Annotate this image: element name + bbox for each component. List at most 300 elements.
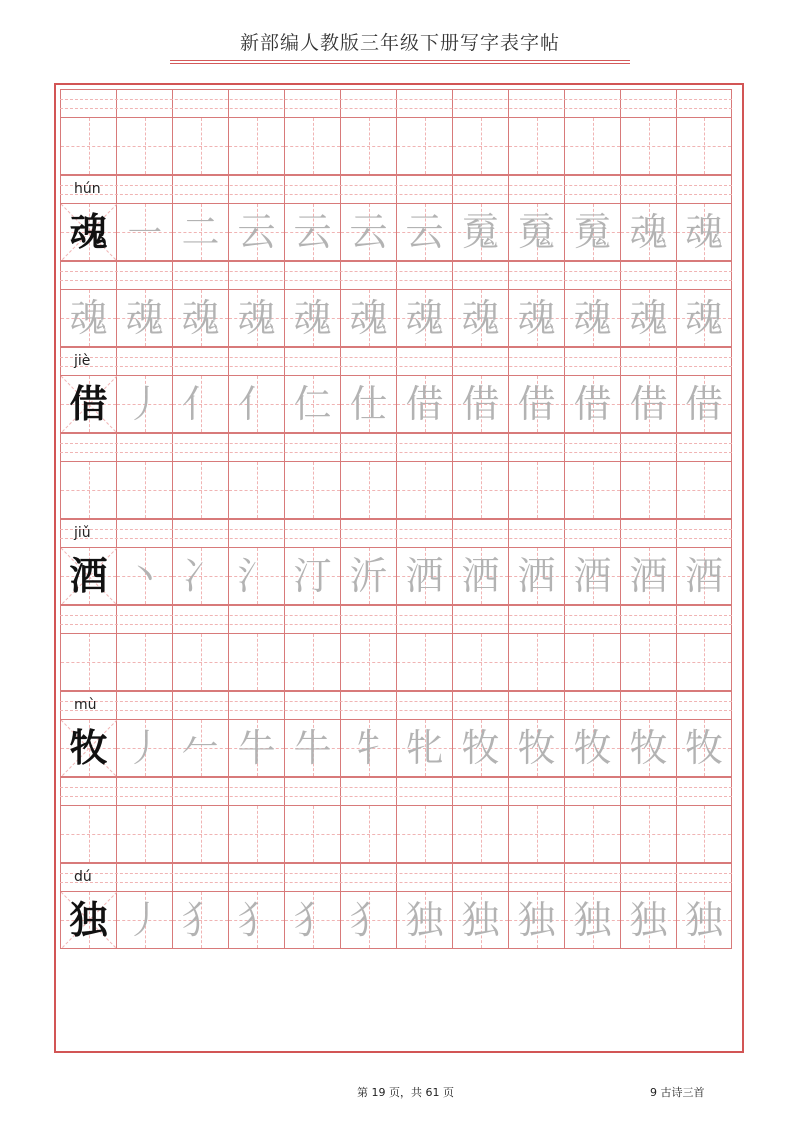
writing-cell[interactable]	[116, 806, 172, 863]
pinyin-cell[interactable]	[396, 606, 452, 633]
writing-cell[interactable]	[452, 290, 508, 347]
pinyin-cell[interactable]	[284, 692, 340, 719]
pinyin-cell[interactable]	[508, 692, 564, 719]
pinyin-cell[interactable]	[508, 778, 564, 805]
writing-cell[interactable]	[60, 634, 116, 691]
pinyin-cell[interactable]	[228, 90, 284, 117]
pinyin-cell[interactable]	[116, 176, 172, 203]
pinyin-label: hún	[74, 181, 101, 197]
pinyin-guide-line	[60, 710, 732, 711]
pinyin-label: mù	[74, 697, 97, 713]
pinyin-cell[interactable]	[396, 262, 452, 289]
writing-cell[interactable]	[564, 548, 620, 605]
pinyin-cell[interactable]	[452, 692, 508, 719]
model-character: 魂	[69, 209, 108, 254]
stroke-order-step: 独	[573, 898, 612, 942]
writing-cell[interactable]	[396, 290, 452, 347]
pinyin-cell[interactable]	[564, 434, 620, 461]
writing-cell[interactable]	[508, 720, 564, 777]
tracing-character: 魂	[125, 296, 164, 340]
writing-cell[interactable]	[508, 634, 564, 691]
stroke-order-step: 酒	[684, 554, 723, 598]
writing-cell[interactable]	[172, 376, 228, 433]
pinyin-cell[interactable]	[508, 176, 564, 203]
pinyin-cell[interactable]	[676, 864, 732, 891]
pinyin-guide-line	[60, 615, 732, 616]
pinyin-cell[interactable]	[340, 90, 396, 117]
writing-cell[interactable]	[396, 634, 452, 691]
writing-cell[interactable]	[396, 548, 452, 605]
character-row	[60, 892, 732, 949]
writing-cell[interactable]	[228, 462, 284, 519]
page-number: 第 19 页，共 61 页	[357, 1086, 454, 1099]
writing-cell[interactable]	[564, 376, 620, 433]
writing-cell[interactable]	[396, 806, 452, 863]
writing-cell[interactable]	[340, 204, 396, 261]
pinyin-cell[interactable]	[620, 348, 676, 375]
pinyin-cell[interactable]	[60, 434, 116, 461]
pinyin-cell[interactable]	[116, 262, 172, 289]
pinyin-cell[interactable]	[452, 778, 508, 805]
stroke-order-step: 䰟	[461, 210, 500, 254]
pinyin-cell[interactable]	[620, 778, 676, 805]
writing-cell[interactable]	[396, 376, 452, 433]
practice-row	[60, 290, 732, 347]
pinyin-cell[interactable]	[172, 778, 228, 805]
writing-cell[interactable]	[172, 204, 228, 261]
title-underline-second	[170, 63, 630, 64]
writing-cell[interactable]	[116, 462, 172, 519]
writing-cell[interactable]	[60, 118, 116, 175]
model-character: 借	[69, 381, 108, 426]
pinyin-guide-line	[60, 882, 732, 883]
writing-cell[interactable]	[172, 462, 228, 519]
writing-cell[interactable]	[60, 204, 116, 261]
pinyin-cell[interactable]	[340, 434, 396, 461]
pinyin-cell[interactable]	[620, 606, 676, 633]
writing-cell[interactable]	[60, 892, 116, 949]
pinyin-cell[interactable]	[228, 864, 284, 891]
writing-cell[interactable]	[676, 204, 732, 261]
writing-cell[interactable]	[452, 634, 508, 691]
writing-cell[interactable]	[620, 376, 676, 433]
writing-cell[interactable]	[116, 290, 172, 347]
writing-cell[interactable]	[340, 892, 396, 949]
stroke-order-step: 牧	[573, 726, 612, 770]
writing-cell[interactable]	[452, 892, 508, 949]
writing-cell[interactable]	[564, 892, 620, 949]
writing-cell[interactable]	[620, 548, 676, 605]
pinyin-cell[interactable]	[228, 262, 284, 289]
writing-cell[interactable]	[116, 720, 172, 777]
pinyin-label: dú	[74, 869, 92, 885]
stroke-order-step: 牧	[629, 726, 668, 770]
writing-cell[interactable]	[116, 118, 172, 175]
pinyin-cell[interactable]	[228, 348, 284, 375]
writing-cell[interactable]	[172, 548, 228, 605]
writing-cell[interactable]	[284, 462, 340, 519]
writing-cell[interactable]	[508, 892, 564, 949]
pinyin-cell[interactable]	[60, 262, 116, 289]
writing-cell[interactable]	[284, 376, 340, 433]
writing-cell[interactable]	[452, 204, 508, 261]
stroke-order-step: 酒	[629, 554, 668, 598]
writing-cell[interactable]	[676, 548, 732, 605]
pinyin-cell[interactable]	[228, 176, 284, 203]
writing-cell[interactable]	[172, 118, 228, 175]
stroke-order-step: 䰟	[517, 210, 556, 254]
tracing-character: 魂	[293, 296, 332, 340]
writing-cell[interactable]	[564, 118, 620, 175]
writing-cell[interactable]	[116, 204, 172, 261]
pinyin-cell[interactable]	[172, 606, 228, 633]
pinyin-cell[interactable]	[396, 434, 452, 461]
writing-cell[interactable]	[340, 806, 396, 863]
writing-cell[interactable]	[284, 634, 340, 691]
stroke-order-step: 借	[517, 382, 556, 426]
pinyin-cell[interactable]	[116, 434, 172, 461]
writing-cell[interactable]	[116, 634, 172, 691]
writing-cell[interactable]	[508, 290, 564, 347]
writing-cell[interactable]	[508, 204, 564, 261]
writing-cell[interactable]	[452, 376, 508, 433]
writing-cell[interactable]	[564, 634, 620, 691]
pinyin-cell[interactable]	[172, 90, 228, 117]
pinyin-cell[interactable]	[508, 262, 564, 289]
writing-cell[interactable]	[284, 806, 340, 863]
pinyin-cell[interactable]	[564, 778, 620, 805]
pinyin-label: jiǔ	[74, 525, 91, 541]
writing-cell[interactable]	[452, 462, 508, 519]
pinyin-cell[interactable]	[284, 348, 340, 375]
tracing-character: 魂	[405, 296, 444, 340]
tracing-character: 魂	[69, 296, 108, 340]
stroke-order-step: 借	[573, 382, 612, 426]
writing-cell[interactable]	[228, 720, 284, 777]
pinyin-cell[interactable]	[564, 348, 620, 375]
pinyin-cell[interactable]	[620, 692, 676, 719]
writing-cell[interactable]	[676, 720, 732, 777]
pinyin-cell[interactable]	[60, 778, 116, 805]
pinyin-row	[60, 89, 732, 118]
stroke-order-step: 犭	[237, 898, 276, 942]
writing-cell[interactable]	[676, 462, 732, 519]
stroke-order-step: 借	[684, 382, 723, 426]
pinyin-cell[interactable]	[116, 90, 172, 117]
pinyin-guide-line	[60, 796, 732, 797]
writing-cell[interactable]	[508, 806, 564, 863]
stroke-order-step: 丶	[125, 554, 164, 598]
pinyin-cell[interactable]	[396, 692, 452, 719]
pinyin-cell[interactable]	[508, 348, 564, 375]
writing-cell[interactable]	[564, 204, 620, 261]
writing-cell[interactable]	[228, 548, 284, 605]
pinyin-cell[interactable]	[116, 692, 172, 719]
stroke-order-step: 借	[405, 382, 444, 426]
pinyin-cell[interactable]	[676, 262, 732, 289]
writing-cell[interactable]	[396, 204, 452, 261]
pinyin-cell[interactable]	[564, 864, 620, 891]
stroke-order-step: 牛	[293, 726, 332, 770]
pinyin-guide-line	[60, 787, 732, 788]
writing-cell[interactable]	[172, 892, 228, 949]
stroke-order-step: 二	[181, 210, 220, 254]
pinyin-cell[interactable]	[452, 606, 508, 633]
character-row	[60, 376, 732, 433]
writing-cell[interactable]	[340, 548, 396, 605]
writing-cell[interactable]	[564, 720, 620, 777]
pinyin-cell[interactable]	[116, 606, 172, 633]
pinyin-cell[interactable]	[452, 262, 508, 289]
writing-cell[interactable]	[116, 548, 172, 605]
writing-cell[interactable]	[228, 204, 284, 261]
pinyin-cell[interactable]	[620, 520, 676, 547]
pinyin-cell[interactable]	[340, 778, 396, 805]
pinyin-cell[interactable]	[676, 520, 732, 547]
tracing-character: 魂	[684, 296, 723, 340]
writing-cell[interactable]	[676, 806, 732, 863]
character-row	[60, 720, 732, 777]
pinyin-cell[interactable]	[284, 434, 340, 461]
writing-cell[interactable]	[452, 548, 508, 605]
writing-cell[interactable]	[172, 720, 228, 777]
writing-cell[interactable]	[116, 892, 172, 949]
pinyin-cell[interactable]	[676, 176, 732, 203]
pinyin-cell[interactable]	[284, 90, 340, 117]
pinyin-cell[interactable]	[620, 434, 676, 461]
writing-cell[interactable]	[452, 720, 508, 777]
pinyin-cell[interactable]	[116, 778, 172, 805]
model-character: 酒	[69, 553, 108, 598]
writing-cell[interactable]	[228, 118, 284, 175]
pinyin-cell[interactable]	[396, 348, 452, 375]
pinyin-guide-line	[60, 624, 732, 625]
writing-cell[interactable]	[284, 720, 340, 777]
pinyin-cell[interactable]	[340, 864, 396, 891]
pinyin-cell[interactable]	[508, 606, 564, 633]
writing-cell[interactable]	[340, 118, 396, 175]
writing-cell[interactable]	[60, 806, 116, 863]
pinyin-cell[interactable]	[172, 262, 228, 289]
pinyin-cell[interactable]	[172, 520, 228, 547]
pinyin-row	[60, 175, 732, 204]
writing-cell[interactable]	[676, 892, 732, 949]
pinyin-cell[interactable]	[172, 176, 228, 203]
pinyin-cell[interactable]	[172, 434, 228, 461]
pinyin-cell[interactable]	[452, 348, 508, 375]
writing-cell[interactable]	[676, 290, 732, 347]
writing-cell[interactable]	[396, 892, 452, 949]
pinyin-cell[interactable]	[396, 778, 452, 805]
writing-cell[interactable]	[620, 634, 676, 691]
writing-cell[interactable]	[620, 720, 676, 777]
tracing-character: 魂	[629, 296, 668, 340]
character-row	[60, 204, 732, 261]
stroke-order-step: 洒	[461, 554, 500, 598]
model-character: 独	[69, 897, 108, 942]
pinyin-cell[interactable]	[508, 90, 564, 117]
pinyin-cell[interactable]	[676, 434, 732, 461]
stroke-order-step: 独	[684, 898, 723, 942]
pinyin-cell[interactable]	[340, 262, 396, 289]
stroke-order-step: 魂	[629, 210, 668, 254]
pinyin-cell[interactable]	[228, 692, 284, 719]
pinyin-cell[interactable]	[452, 434, 508, 461]
pinyin-cell[interactable]	[508, 520, 564, 547]
model-character: 牧	[69, 725, 108, 770]
pinyin-cell[interactable]	[396, 90, 452, 117]
pinyin-cell[interactable]	[116, 864, 172, 891]
writing-cell[interactable]	[452, 806, 508, 863]
pinyin-cell[interactable]	[620, 90, 676, 117]
pinyin-guide-line	[60, 873, 732, 874]
pinyin-cell[interactable]	[620, 176, 676, 203]
writing-cell[interactable]	[228, 376, 284, 433]
pinyin-cell[interactable]	[396, 864, 452, 891]
pinyin-cell[interactable]	[284, 520, 340, 547]
pinyin-cell[interactable]	[284, 778, 340, 805]
pinyin-cell[interactable]	[564, 520, 620, 547]
writing-cell[interactable]	[676, 376, 732, 433]
writing-cell[interactable]	[620, 290, 676, 347]
writing-cell[interactable]	[564, 806, 620, 863]
pinyin-cell[interactable]	[340, 692, 396, 719]
writing-cell[interactable]	[172, 634, 228, 691]
writing-cell[interactable]	[228, 290, 284, 347]
writing-cell[interactable]	[564, 290, 620, 347]
writing-cell[interactable]	[396, 118, 452, 175]
writing-cell[interactable]	[620, 892, 676, 949]
pinyin-cell[interactable]	[452, 90, 508, 117]
writing-cell[interactable]	[60, 462, 116, 519]
pinyin-cell[interactable]	[396, 176, 452, 203]
pinyin-cell[interactable]	[452, 864, 508, 891]
writing-cell[interactable]	[116, 376, 172, 433]
writing-cell[interactable]	[620, 462, 676, 519]
pinyin-cell[interactable]	[340, 520, 396, 547]
pinyin-cell[interactable]	[564, 90, 620, 117]
pinyin-cell[interactable]	[620, 864, 676, 891]
stroke-order-step: 云	[405, 210, 444, 254]
pinyin-cell[interactable]	[284, 864, 340, 891]
pinyin-cell[interactable]	[60, 90, 116, 117]
pinyin-cell[interactable]	[340, 348, 396, 375]
pinyin-cell[interactable]	[340, 176, 396, 203]
writing-cell[interactable]	[284, 118, 340, 175]
writing-cell[interactable]	[508, 118, 564, 175]
stroke-order-step: 牜	[349, 726, 388, 770]
pinyin-cell[interactable]	[60, 606, 116, 633]
lesson-label: 9 古诗三首	[650, 1086, 705, 1099]
writing-cell[interactable]	[564, 462, 620, 519]
stroke-order-step: 汀	[293, 554, 332, 598]
pinyin-cell[interactable]	[676, 692, 732, 719]
stroke-order-step: 亻	[181, 382, 220, 426]
writing-cell[interactable]	[620, 118, 676, 175]
writing-cell[interactable]	[60, 376, 116, 433]
pinyin-cell[interactable]	[172, 864, 228, 891]
pinyin-cell[interactable]	[116, 520, 172, 547]
writing-cell[interactable]	[228, 806, 284, 863]
pinyin-cell[interactable]	[228, 434, 284, 461]
pinyin-cell[interactable]	[564, 692, 620, 719]
title-underline	[170, 60, 630, 61]
writing-cell[interactable]	[228, 634, 284, 691]
pinyin-cell[interactable]	[676, 90, 732, 117]
stroke-order-step: 牧	[684, 726, 723, 770]
writing-cell[interactable]	[284, 290, 340, 347]
writing-cell[interactable]	[340, 290, 396, 347]
stroke-order-step: 牧	[461, 726, 500, 770]
pinyin-cell[interactable]	[172, 348, 228, 375]
pinyin-cell[interactable]	[228, 520, 284, 547]
stroke-order-step: ㇐	[125, 210, 164, 254]
character-row	[60, 118, 732, 175]
writing-cell[interactable]	[340, 462, 396, 519]
writing-cell[interactable]	[452, 118, 508, 175]
writing-cell[interactable]	[340, 376, 396, 433]
writing-cell[interactable]	[228, 892, 284, 949]
pinyin-cell[interactable]	[284, 606, 340, 633]
writing-cell[interactable]	[172, 290, 228, 347]
stroke-order-step: 洒	[517, 554, 556, 598]
pinyin-cell[interactable]	[172, 692, 228, 719]
pinyin-cell[interactable]	[508, 864, 564, 891]
pinyin-cell[interactable]	[676, 606, 732, 633]
writing-cell[interactable]	[60, 548, 116, 605]
pinyin-cell[interactable]	[116, 348, 172, 375]
writing-cell[interactable]	[676, 634, 732, 691]
pinyin-cell[interactable]	[228, 778, 284, 805]
pinyin-cell[interactable]	[284, 176, 340, 203]
writing-cell[interactable]	[620, 806, 676, 863]
writing-cell[interactable]	[172, 806, 228, 863]
writing-cell[interactable]	[60, 720, 116, 777]
writing-cell[interactable]	[396, 462, 452, 519]
writing-cell[interactable]	[620, 204, 676, 261]
pinyin-cell[interactable]	[340, 606, 396, 633]
pinyin-cell[interactable]	[564, 262, 620, 289]
pinyin-cell[interactable]	[676, 348, 732, 375]
writing-cell[interactable]	[284, 892, 340, 949]
pinyin-cell[interactable]	[228, 606, 284, 633]
writing-cell[interactable]	[284, 204, 340, 261]
pinyin-cell[interactable]	[564, 176, 620, 203]
writing-cell[interactable]	[676, 118, 732, 175]
pinyin-cell[interactable]	[508, 434, 564, 461]
writing-cell[interactable]	[60, 290, 116, 347]
pinyin-guide-line	[60, 452, 732, 453]
pinyin-cell[interactable]	[564, 606, 620, 633]
writing-cell[interactable]	[508, 376, 564, 433]
stroke-order-step: 丿	[125, 382, 164, 426]
stroke-order-step: 冫	[181, 554, 220, 598]
writing-cell[interactable]	[340, 720, 396, 777]
pinyin-cell[interactable]	[396, 520, 452, 547]
writing-cell[interactable]	[508, 548, 564, 605]
writing-cell[interactable]	[508, 462, 564, 519]
pinyin-cell[interactable]	[452, 520, 508, 547]
pinyin-cell[interactable]	[676, 778, 732, 805]
pinyin-cell[interactable]	[284, 262, 340, 289]
pinyin-cell[interactable]	[620, 262, 676, 289]
pinyin-cell[interactable]	[452, 176, 508, 203]
pinyin-guide-line	[60, 538, 732, 539]
writing-cell[interactable]	[284, 548, 340, 605]
writing-cell[interactable]	[340, 634, 396, 691]
pinyin-row	[60, 347, 732, 376]
writing-cell[interactable]	[396, 720, 452, 777]
